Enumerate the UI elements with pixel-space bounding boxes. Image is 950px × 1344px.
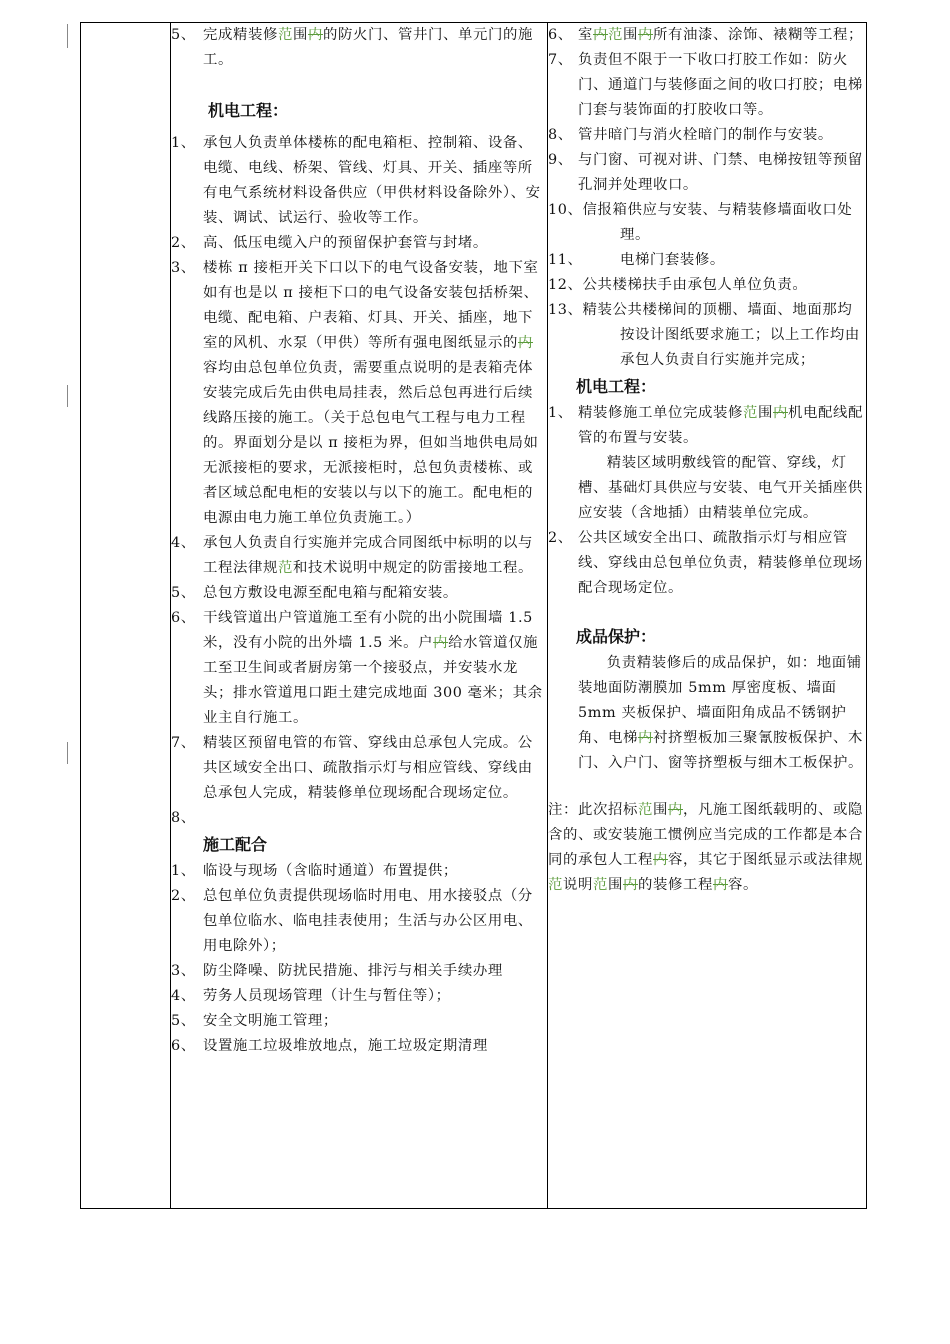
list-item: 4、 承包人负责自行实施并完成合同图纸中标明的以与工程法律规范和技术说明中规定的防雷接地工程。: [171, 535, 533, 576]
section-heading: 成品保护：: [576, 627, 657, 646]
list-item: 9、 与门窗、可视对讲、门禁、电梯按钮等预留孔洞并处理收口。: [548, 152, 863, 193]
left-list-c: [171, 859, 547, 1059]
tracked-change: 范: [593, 877, 608, 893]
tracked-change: 内: [638, 27, 653, 43]
list-item: 11、 电梯门套装修。: [548, 252, 725, 268]
right-list-b: [548, 401, 866, 451]
tracked-change: 内: [623, 877, 638, 893]
tracked-change: 内: [668, 802, 683, 818]
left-list-a: [171, 23, 547, 73]
left-content-column: [171, 23, 548, 1209]
list-item: 8、 管井暗门与消火栓暗门的制作与安装。: [548, 127, 833, 143]
list-item: 1、 临设与现场（含临时通道）布置提供；: [171, 863, 458, 879]
list-item: 1、 精装修施工单位完成装修范围内机电配线配管的布置与安装。: [548, 405, 863, 446]
list-item: 2、 总包单位负责提供现场临时用电、用水接驳点（分包单位临水、临电挂表使用；生活与办公区用电、用电除外）；: [171, 888, 533, 954]
change-bar: [67, 742, 68, 764]
list-item: 13、 精装公共楼梯间的顶棚、墙面、地面那均按设计图纸要求施工；以上工作均由承包人负责自行实施并完成；: [548, 302, 860, 368]
tracked-change: 内: [593, 27, 608, 43]
tracked-change: 范: [548, 877, 563, 893]
paragraph: 负责精装修后的成品保护，如：地面铺装地面防潮膜加 5mm 厚密度板、墙面 5mm 夹板保护、墙面阳角成品不锈钢护角、电梯内衬挤塑板加三聚氰胺板保护、木门、入户门、窗等挤塑板与细木工板保护。: [578, 655, 863, 771]
paragraph: 精装区域明敷线管的配管、穿线，灯槽、基础灯具供应与安装、电气开关插座供应安装（含地插）由精装单位完成。: [578, 455, 863, 521]
scope-table: [80, 22, 867, 1209]
list-item: 5、 总包方敷设电源至配电箱与配箱安装。: [171, 585, 458, 601]
tracked-change: 内: [518, 335, 533, 351]
tracked-change: 内: [308, 27, 323, 43]
right-list-c: [548, 526, 866, 601]
list-item: 10、 信报箱供应与安装、与精装修墙面收口处理。: [548, 202, 853, 243]
tracked-change: 内: [433, 635, 449, 651]
list-item: 1、 承包人负责单体楼栋的配电箱柜、控制箱、设备、电缆、电线、桥架、管线、灯具、开关、插座等所有电气系统材料设备供应（甲供材料设备除外）、安装、调试、试运行、验收等工作。: [171, 135, 541, 226]
left-list-b: [171, 131, 547, 831]
tracked-change: 内: [773, 405, 788, 421]
change-bar: [67, 24, 68, 48]
section-heading: 机电工程：: [576, 377, 657, 396]
list-item: 8、: [171, 810, 196, 826]
list-item: 2、 公共区域安全出口、疏散指示灯与相应管线、穿线由总包单位负责，精装修单位现场配合现场定位。: [548, 530, 863, 596]
list-item: 7、 负责但不限于一下收口打胶工作如：防火门、通道门与装修面之间的收口打胶；电梯门套与装饰面的打胶收口等。: [548, 52, 863, 118]
label-column: [81, 23, 171, 1209]
tracked-change: 内: [713, 877, 728, 893]
list-item: 6、 干线管道出户管道施工至有小院的出小院围墙 1.5 米，没有小院的出外墙 1.5 米。户内给水管道仅施工至卫生间或者厨房第一个接驳点，并安装水龙头；排水管道甩口距土建完成地面 300 毫米；其余业主自行施工。: [171, 610, 543, 726]
list-item: 3、 楼栋 π 接柜开关下口以下的电气设备安装，地下室如有也是以 π 接柜下口的电气设备安装包括桥架、电缆、配电箱、户表箱、灯具、开关、插座，地下室的风机、水泵（甲供）等所有强电图纸显示的内容均由总包单位负责，需要重点说明的是表箱壳体安装完成后先由供电局挂表，然后总包再进行后续线路压接的施工。（关于总包电气工程与电力工程的。界面划分是以 π 接柜为界，但如当地供电局如无派接柜的要求，无派接柜时，总包负责楼栋、或者区域总配电柜的安装以与以下的施工。配电柜的电源由电力施工单位负责施工。）: [171, 260, 539, 526]
note: 注：此次招标范围内，凡施工图纸载明的、或隐含的、或安装施工惯例应当完成的工作都是本合同的承包人工程内容，其它于图纸显示或法律规范说明范围内的装修工程内容。: [548, 802, 863, 893]
tracked-change: 范: [743, 405, 758, 421]
tracked-change: 范: [638, 802, 653, 818]
table-row: [81, 23, 867, 1209]
list-item: 7、 精装区预留电管的布管、穿线由总承包人完成。公共区域安全出口、疏散指示灯与相应管线、穿线由总承包人完成，精装修单位现场配合现场定位。: [171, 735, 533, 801]
tracked-change: 范: [608, 27, 623, 43]
right-content-column: [548, 23, 867, 1209]
list-item: 6、 室内范围内所有油漆、涂饰、裱糊等工程；: [548, 27, 863, 43]
list-item: 6、 设置施工垃圾堆放地点，施工垃圾定期清理: [171, 1038, 488, 1054]
list-item: 5、 完成精装修范围内的防火门、管井门、单元门的施工。: [171, 27, 533, 68]
list-item: 2、 高、低压电缆入户的预留保护套管与封堵。: [171, 235, 488, 251]
tracked-change: 范: [278, 560, 293, 576]
list-item: 12、 公共楼梯扶手由承包人单位负责。: [548, 277, 808, 293]
tracked-change: 内: [638, 730, 653, 746]
right-list-a: [548, 23, 866, 373]
list-item: 4、 劳务人员现场管理（计生与暂住等）；: [171, 988, 451, 1004]
section-heading: 机电工程：: [208, 101, 289, 120]
list-item: 5、 安全文明施工管理；: [171, 1013, 338, 1029]
list-item: 3、 防尘降噪、防扰民措施、排污与相关手续办理: [171, 963, 503, 979]
section-heading: 施工配合: [203, 835, 268, 854]
tracked-change: 范: [278, 27, 293, 43]
change-bar: [67, 385, 68, 407]
tracked-change: 内: [653, 852, 668, 868]
